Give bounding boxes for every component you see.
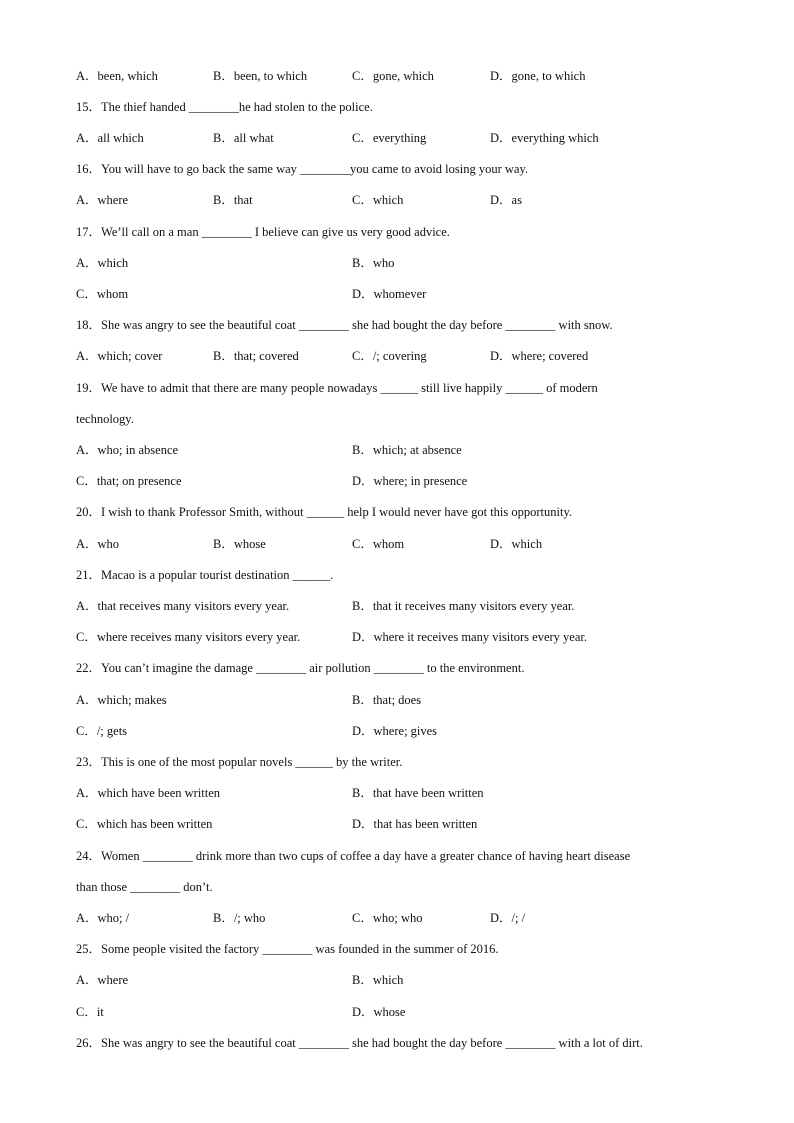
question-16 [76,161,528,177]
question-text: We have to admit that there are many people nowadays ______ still live happily ______ of modern [101,381,598,395]
question-26 [76,1035,643,1051]
question-number: 17． [76,225,102,239]
q18-option-b: B．that; covered [213,349,299,363]
q20-option-a: A．who [76,537,120,551]
q17-option-d: D．whomever [352,287,427,301]
question-text: The thief handed ________he had stolen to the police. [101,100,373,114]
q21-option-a: A．that receives many visitors every year. [76,599,290,613]
question-21 [76,567,333,583]
question-15 [76,99,373,115]
q15-option-d: D．everything which [490,131,599,145]
question-18 [76,317,613,333]
question-19 [76,380,598,396]
q23-option-d: D．that has been written [352,817,478,831]
question-text: Some people visited the factory ________ was founded in the summer of 2016. [101,942,499,956]
q25-option-d: D．whose [352,1005,406,1019]
q25-option-c: C．it [76,1005,104,1019]
q17-option-a: A．which [76,256,129,270]
q18-option-a: A．which; cover [76,349,163,363]
question-25 [76,941,499,957]
question-text: You can’t imagine the damage ________ air pollution ________ to the environment. [101,661,525,675]
question-number: 15． [76,100,102,114]
q19-option-c: C．that; on presence [76,474,182,488]
q22-option-d: D．where; gives [352,724,438,738]
q14-option-c: C．gone, which [352,69,434,83]
q20-option-c: C．whom [352,537,405,551]
q22-option-b: B．that; does [352,693,422,707]
question-24-continued: than those ________ don’t. [76,880,213,894]
q21-option-d: D．where it receives many visitors every year. [352,630,587,644]
q16-option-d: D．as [490,193,522,207]
q17-option-b: B．who [352,256,395,270]
question-number: 24． [76,849,102,863]
q20-option-d: D．which [490,537,543,551]
question-text: You will have to go back the same way ________you came to avoid losing your way. [101,162,529,176]
question-23 [76,754,402,770]
q18-option-d: D．where; covered [490,349,589,363]
q22-option-a: A．which; makes [76,693,167,707]
q19-option-b: B．which; at absence [352,443,462,457]
question-text: She was angry to see the beautiful coat ________ she had bought the day before ________ with a lot of dirt. [101,1036,643,1050]
q22-option-c: C．/; gets [76,724,128,738]
question-24 [76,848,630,864]
q24-option-d: D．/; / [490,911,526,925]
q24-option-a: A．who; / [76,911,130,925]
q21-option-c: C．where receives many visitors every year. [76,630,301,644]
q15-option-c: C．everything [352,131,427,145]
question-number: 18． [76,318,102,332]
question-number: 16． [76,162,102,176]
question-number: 25． [76,942,102,956]
q18-option-c: C．/; covering [352,349,427,363]
q19-option-a: A．who; in absence [76,443,179,457]
question-number: 23． [76,755,102,769]
question-text: Macao is a popular tourist destination ______. [101,568,334,582]
q23-option-a: A．which have been written [76,786,221,800]
question-text: I wish to thank Professor Smith, without ______ help I would never have got this opportunity. [101,505,573,519]
q14-option-b: B．been, to which [213,69,308,83]
q19-option-d: D．where; in presence [352,474,468,488]
question-number: 20． [76,505,102,519]
q14-option-a: A．been, which [76,69,158,83]
q15-option-b: B．all what [213,131,274,145]
question-22 [76,660,524,676]
question-number: 26． [76,1036,102,1050]
q16-option-a: A．where [76,193,129,207]
q25-option-b: B．which [352,973,404,987]
q24-option-b: B．/; who [213,911,266,925]
question-19-continued: technology. [76,412,134,426]
question-text: Women ________ drink more than two cups of coffee a day have a greater chance of having heart disease [101,849,631,863]
q20-option-b: B．whose [213,537,266,551]
question-number: 21． [76,568,102,582]
q24-option-c: C．who; who [352,911,423,925]
question-number: 19． [76,381,102,395]
q15-option-a: A．all which [76,131,144,145]
question-17 [76,224,450,240]
q23-option-b: B．that have been written [352,786,484,800]
question-text: We’ll call on a man ________ I believe can give us very good advice. [101,225,450,239]
q23-option-c: C．which has been written [76,817,213,831]
q17-option-c: C．whom [76,287,129,301]
q16-option-b: B．that [213,193,253,207]
question-20 [76,504,572,520]
question-number: 22． [76,661,102,675]
question-text: This is one of the most popular novels ______ by the writer. [101,755,403,769]
question-text: She was angry to see the beautiful coat ________ she had bought the day before ________ with snow. [101,318,613,332]
q25-option-a: A．where [76,973,129,987]
q21-option-b: B．that it receives many visitors every year. [352,599,575,613]
q16-option-c: C．which [352,193,404,207]
q14-option-d: D．gone, to which [490,69,586,83]
